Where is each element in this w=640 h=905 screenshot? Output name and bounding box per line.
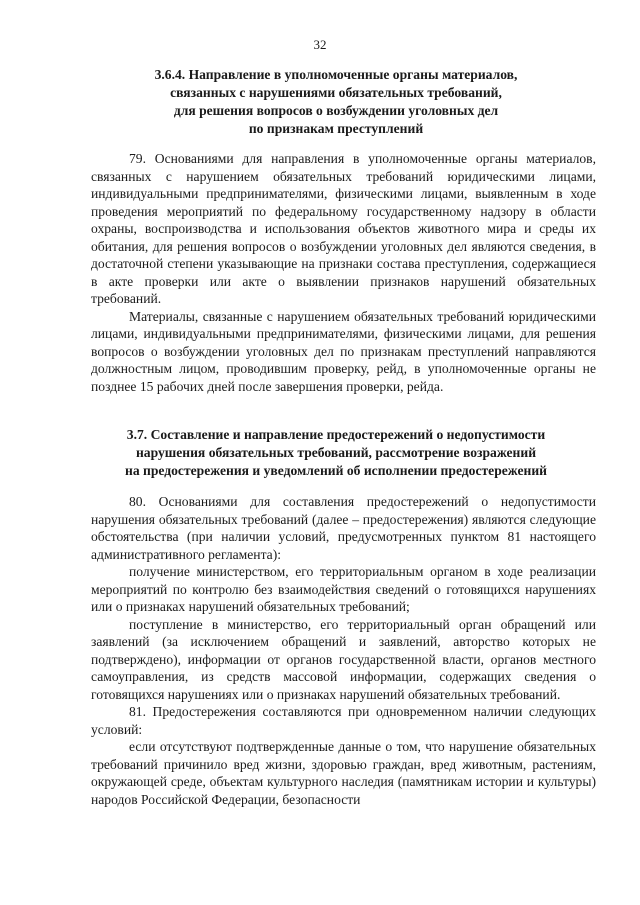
heading-line: для решения вопросов о возбуждении уголовных дел — [173, 103, 499, 118]
heading-line: по признакам преступлений — [248, 121, 424, 136]
section-heading-3-6-4 — [60, 66, 612, 138]
paragraph-81-condition: если отсутствуют подтвержденные данные о том, что нарушение обязательных требований причинило вред жизни, здоровью граждан, вред животным, растениям, окружающей среде, объектам культурного наследия (памятникам истории и культуры) народов Российской Федерации, безопасности — [91, 739, 596, 807]
heading-line: связанных с нарушениями обязательных требований, — [170, 85, 502, 100]
paragraph-80: 80. Основаниями для составления предостережений о недопустимости нарушения обязательных требований (далее – предостережения) являются следующие обстоятельства (при наличии условий, предусмотренных пунктом 81 настоящего административного регламента): — [91, 494, 596, 562]
section-body-3-6-4 — [91, 150, 596, 395]
paragraph-materials: Материалы, связанные с нарушением обязательных требований юридическими лицами, индивидуальными предпринимателями, физическими лицами, для решения вопросов о возбуждении уголовных дел по признакам преступлений направляются должностным лицом, проводившим проверку, рейд, в уполномоченные органы не позднее 15 рабочих дней после завершения проверки, рейда. — [91, 308, 596, 394]
paragraph-79: 79. Основаниями для направления в уполномоченные органы материалов, связанных с нарушением обязательных требований юридическими лицами, индивидуальными предпринимателями, физическими лицами, выявленным в ходе проведения мероприятий по федеральному государственному надзору в области охраны, воспроизводства и использования объектов животного мира и среды их обитания, для решения вопросов о возбуждении уголовных дел являются сведения, в достаточной степени указывающие на признаки состава преступления, содержащиеся в акте проверки или акте о выявлении признаков нарушений обязательных требований. — [91, 151, 596, 306]
section-body-3-7 — [91, 493, 596, 808]
section-heading-3-7 — [60, 426, 612, 480]
heading-line: 3.7. Составление и направление предостережений о недопустимости — [126, 427, 546, 442]
paragraph-81: 81. Предостережения составляются при одновременном наличии следующих условий: — [91, 704, 596, 737]
paragraph-condition-1: получение министерством, его территориальным органом в ходе реализации мероприятий по контролю без взаимодействия сведений о готовящихся нарушениях или о признаках нарушений обязательных требований; — [91, 564, 596, 614]
paragraph-condition-2: поступление в министерство, его территориальный орган обращений или заявлений (за исключением обращений и заявлений, авторство которых не подтверждено), информации от органов государственной власти, органов местного самоуправления, из средств массовой информации, содержащих сведения о готовящихся нарушениях или о признаках нарушений обязательных требований. — [91, 616, 596, 702]
heading-line: 3.6.4. Направление в уполномоченные органы материалов, — [154, 67, 518, 82]
page-number: 32 — [313, 37, 327, 52]
heading-line: нарушения обязательных требований, рассмотрение возражений — [135, 445, 537, 460]
heading-line: на предостережения и уведомлений об исполнении предостережений — [124, 463, 548, 478]
